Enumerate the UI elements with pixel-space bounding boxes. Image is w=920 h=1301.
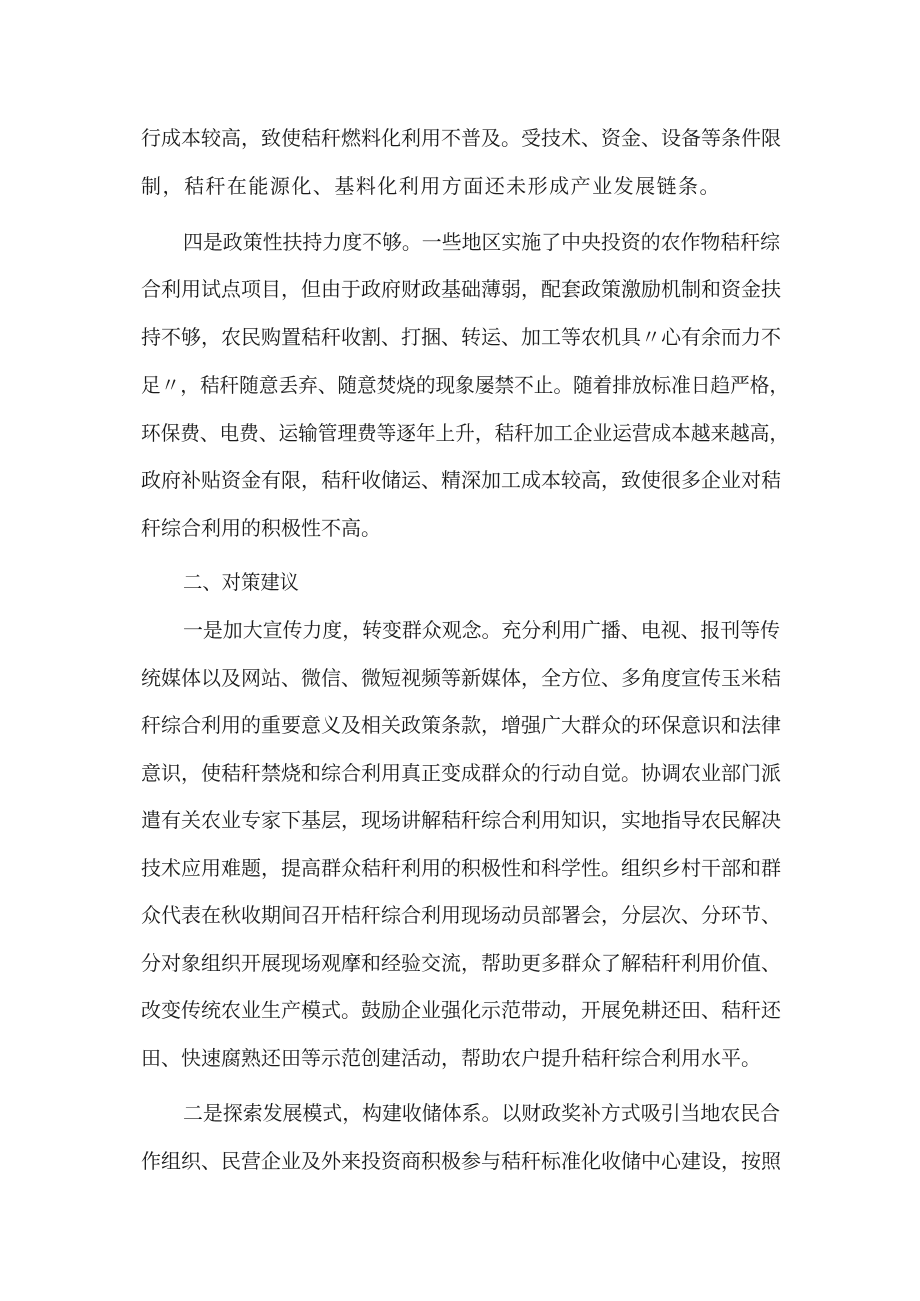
text-line: 政府补贴资金有限，秸秆收储运、精深加工成本较高，致使很多企业对秸 [141,468,781,492]
section-heading: 二、对策建议 [183,570,299,594]
text-line: 遣有关农业专家下基层，现场讲解秸秆综合利用知识，实地指导农民解决 [141,808,781,832]
text-line: 行成本较高，致使秸秆燃料化利用不普及。受技术、资金、设备等条件限 [141,126,781,150]
text-line: 技术应用难题，提高群众秸秆利用的积极性和科学性。组织乡村干部和群 [141,856,781,880]
text-line: 意识，使秸秆禁烧和综合利用真正变成群众的行动自觉。协调农业部门派 [141,761,781,785]
text-line: 二是探索发展模式，构建收储体系。以财政奖补方式吸引当地农民合 [183,1101,780,1125]
text-line: 改变传统农业生产模式。鼓励企业强化示范带动，开展免耕还田、秸秆还 [141,998,781,1022]
text-line: 秆综合利用的重要意义及相关政策条款，增强广大群众的环保意识和法律 [141,713,781,737]
text-line: 足〃，秸秆随意丢弃、随意焚烧的现象屡禁不止。随着排放标准日趋严格， [141,373,789,397]
text-line: 一是加大宣传力度，转变群众观念。充分利用广播、电视、报刊等传 [183,618,780,642]
text-line: 秆综合利用的积极性不高。 [141,516,381,540]
text-line: 众代表在秋收期间召开桔秆综合利用现场动员部署会，分层次、分环节、 [141,903,781,927]
text-line: 分对象组织开展现场观摩和经验交流，帮助更多群众了解秸秆利用价值、 [141,951,781,975]
text-line: 合利用试点项目，但由于政府财政基础薄弱，配套政策激励机制和资金扶 [141,277,781,301]
text-line: 田、快速腐熟还田等示范创建活动，帮助农户提升秸秆综合利用水平。 [141,1046,761,1070]
text-line: 统媒体以及网站、微信、微短视频等新媒体，全方位、多角度宣传玉米秸 [141,666,781,690]
text-line: 制，秸秆在能源化、基料化利用方面还未形成产业发展链条。 [141,174,721,198]
text-line: 环保费、电费、运输管理费等逐年上升，秸秆加工企业运营成本越来越高， [141,421,789,445]
text-line: 作组织、民营企业及外来投资商积极参与秸秆标准化收储中心建设，按照 [141,1149,781,1173]
text-line: 持不够，农民购置秸秆收割、打捆、转运、加工等农机具〃心有余而力不 [141,325,781,349]
text-line: 四是政策性扶持力度不够。一些地区实施了中央投资的农作物秸秆综 [183,230,780,254]
